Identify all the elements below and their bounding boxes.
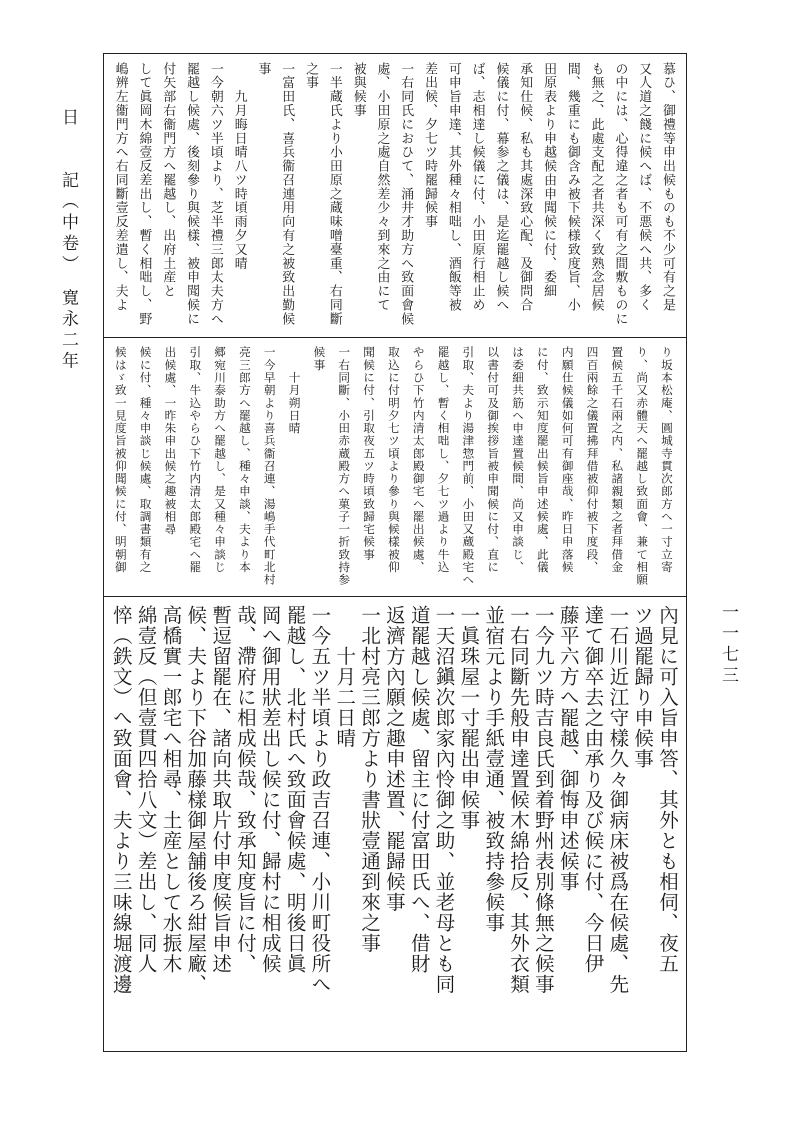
text-line: 道罷越し候處、留主に付富田氏へ、借財 <box>407 605 431 974</box>
text-line: 內見に可入旨申答、其外とも相伺、夜五 <box>656 605 679 974</box>
text-line: 一天沼鎭次郎家內怜御之助、並老母とも同 <box>432 605 456 995</box>
text-line: 承知仕候、私も其處深致心配、及御問合 <box>517 62 533 313</box>
text-line: 十月朔日晴 <box>287 346 302 435</box>
text-line: 差出候、夕七ツ時罷歸候事 <box>422 62 438 229</box>
text-line: 候、夫より下谷加藤樣御屋舗後ろ紺屋廠、 <box>184 605 208 995</box>
text-line: 置候五千石兩之内、私諸親類之者拜借金 <box>610 346 625 574</box>
text-line: 田原表より申越候由申聞候に付、委細 <box>541 62 557 299</box>
text-line: に付、致示知度罷出候旨申述候處、此儀 <box>535 346 550 574</box>
text-line: 慕ひ、御禮等申出候ものも不少可有之是 <box>660 62 675 313</box>
text-line: 達て御卒去之由承り及び候に付、今日伊 <box>581 605 605 974</box>
text-line: 高橋實一郎宅へ相尋、土産として水振木 <box>159 605 183 974</box>
text-line: 一眞珠屋一寸罷出申候事 <box>457 605 481 831</box>
text-line: 一石川近江守樣久々御病床被爲在候處、先 <box>606 605 630 995</box>
text-line: 一半蔵氏より小田原之蔵味噌臺重、右同斷 <box>326 62 342 326</box>
text-line: は委細共筋へ申達置候間、尚又申談じ、 <box>511 346 526 574</box>
text-line: の中には、心得違之者も可有之間敷ものに <box>612 62 628 326</box>
text-line: 暫逗留罷在、諸向共取片付申度候旨申述 <box>209 605 233 974</box>
text-line: 岡へ御用狀差出し候に付、歸村に相成候 <box>258 605 282 974</box>
text-line: 一今早朝より喜兵衞召連、湯嶋手代町北村 <box>262 346 277 586</box>
text-line: 候はゞ致一見度旨被仰聞候に付、明朝御 <box>113 346 128 574</box>
text-line: やらひ下竹内清太郎殿御宅へ罷出候處、 <box>411 346 426 574</box>
text-line: 罷越し候處、後刻參り與候樣、被申聞候に <box>184 62 200 326</box>
text-line: 之事 <box>303 62 319 90</box>
text-line: 一今九ツ時吉良氏到着野州表別條無之候事 <box>531 605 555 995</box>
section-divider-top <box>103 337 687 338</box>
text-line: 罷越し、北村氏へ致面會候處、明後日眞 <box>283 605 307 974</box>
text-line: 處、小田原之處自然差少々到來之由にて <box>374 62 390 313</box>
text-line: 一今朝六ツ半頃より、芝半禮三郎太夫方へ <box>207 62 223 326</box>
text-line: 被與候事 <box>350 62 366 118</box>
text-line: 候儀に付、幕参之儀は、是迄罷越し候へ <box>493 62 509 313</box>
text-line: 悴（鉄文）へ致面會、夫より三味線堀渡邊 <box>109 605 133 995</box>
text-line: 亮三郎方へ罷越し、種々申談、夫より本 <box>237 346 252 574</box>
text-line: 哉、滯府に相成候哉、致承知度旨に付、 <box>233 605 257 974</box>
text-line: 候に付、種々申談じ候處、取調書類有之 <box>138 346 153 574</box>
text-line: 以書付可及御挨拶旨被申聞候に付、直に <box>486 346 501 574</box>
text-line: 一富田氏、喜兵衞召連用向有之被致出勤候 <box>279 62 295 326</box>
text-line: 一右同氏におひて、涌井才助方へ致面會候 <box>398 62 414 326</box>
text-line: 一右同斷、小田赤蔵殿方へ菓子一折致持参 <box>337 346 352 586</box>
text-line: 嶋辨左衞門方へ右同斷壹反差遣し、夫よ <box>112 62 128 313</box>
text-line: り坂本松庵、圓城寺貫次郎方へ一寸立寄 <box>660 346 674 574</box>
text-line: 出候處、一昨朱申出候之趣被相尋 <box>163 346 178 536</box>
text-line: 九月晦日晴八ツ時頃雨夕又晴 <box>231 62 247 271</box>
text-line: 引取、夫より湯津惣門前、小田又蔵殿宅へ <box>461 346 476 586</box>
text-line: 郷宛川泰助方へ罷越し、是又種々申談じ <box>213 346 228 574</box>
page-number: 一一七三 <box>718 603 738 687</box>
section-divider-middle <box>103 596 687 597</box>
text-line: 一北村亮三郎方より書狀壹通到來之事 <box>358 605 382 954</box>
section-bottom-text <box>108 605 679 1045</box>
text-line: 十月二日晴 <box>333 605 357 749</box>
text-line: して眞岡木綿壹反差出し、暫く相咄し、野 <box>136 62 152 326</box>
text-line: 罷越し、暫く相咄し、夕七ツ過より牛込 <box>436 346 451 574</box>
text-line: 一右同斷先般申達置候木綿拾反、其外衣類 <box>507 605 531 995</box>
text-line: ツ過罷歸り申候事 <box>631 605 655 769</box>
text-line: 一今五ツ半頃より政吉召連、小川町役所へ <box>308 605 332 995</box>
text-line: 取込に付明夕七ツ頃より參り與候樣被仰 <box>386 346 401 574</box>
text-line: 藤平六方へ罷越、御悔申述候事 <box>556 605 580 892</box>
text-line: 事 <box>255 62 271 76</box>
text-line: り、尚又赤體天へ罷越し致面會、兼て相願 <box>635 346 650 586</box>
text-line: 引取、牛込やらひ下竹内清太郎殿宅へ罷 <box>188 346 203 574</box>
text-line: 間、幾重にも御含み被下候様致度旨、小 <box>564 62 580 313</box>
text-line: 候事 <box>312 346 327 372</box>
text-line: 並宿元より手紙壹通、被致持參候事 <box>482 605 506 933</box>
section-middle-text <box>108 346 679 590</box>
text-line: ば、志相達し候儀に付、小田原行相止め <box>469 62 485 313</box>
text-line: 又人道之餞に候へば、不悪候へ共、多く <box>636 62 652 313</box>
text-line: 返濟方內願之趣申述置、罷歸候事 <box>382 605 406 913</box>
text-line: 付矢部右衞門方へ罷越し、出府土産と <box>160 62 176 299</box>
text-line: 内願仕候儀如何可有御座哉、昨日申落候 <box>560 346 575 574</box>
text-line: 聞候に付、引取夜五ツ時頃致歸宅候事 <box>362 346 377 561</box>
section-top-text <box>108 62 679 330</box>
text-line: も無之、此處支配之者共深く致熟念居候 <box>588 62 604 313</box>
text-line: 四百兩餘之儀置拂拜借被仰付被下度段、 <box>585 346 600 574</box>
text-line: 可申旨申達、其外種々相咄し、酒飯等被 <box>445 62 461 313</box>
running-title: 日 記（中卷） 寛永二年 <box>58 108 78 373</box>
text-line: 綿壹反（但壹貫四拾八文）差出し、同人 <box>134 605 158 974</box>
